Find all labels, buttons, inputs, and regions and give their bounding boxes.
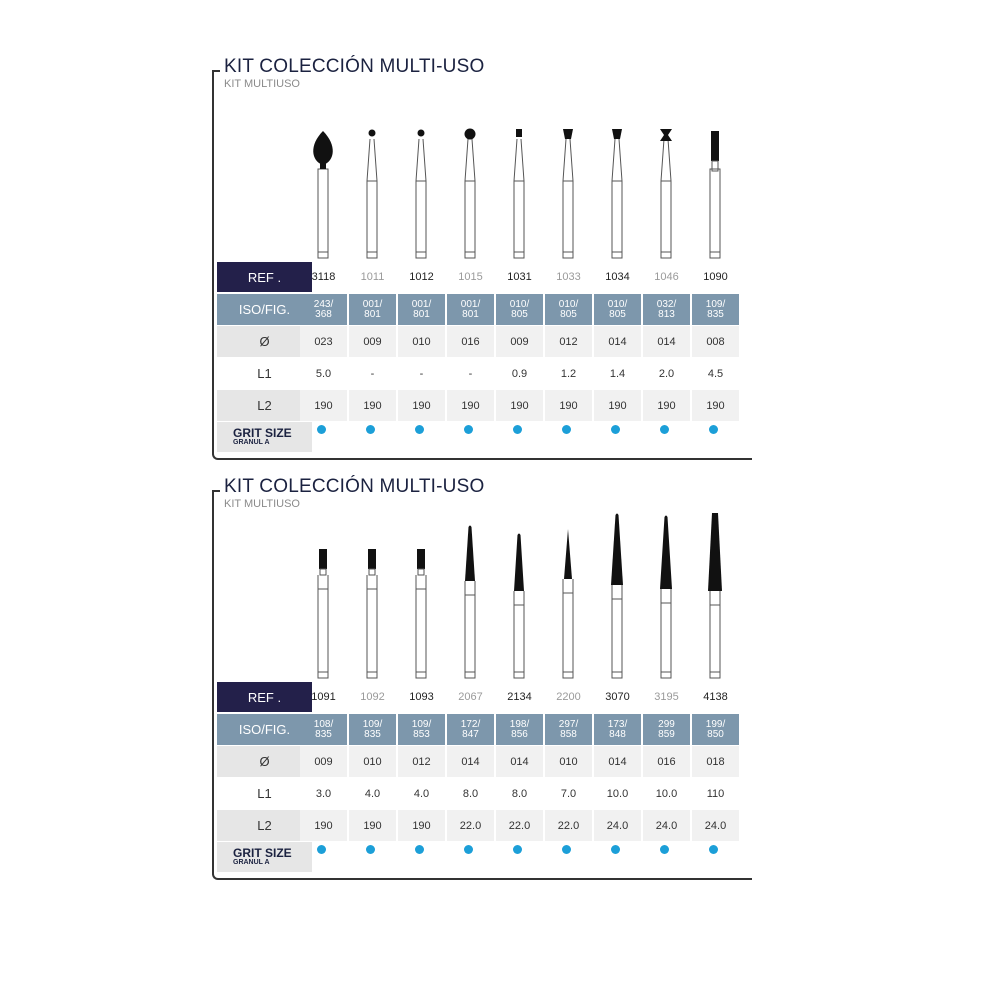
iso-cell xyxy=(545,714,592,745)
iso-bottom: 813 xyxy=(658,308,675,320)
taper-icon xyxy=(465,526,475,679)
diam-cell: 012 xyxy=(398,746,445,777)
ref-cell: 1093 xyxy=(409,691,434,703)
diam-cell: 009 xyxy=(349,326,396,357)
iso-bottom: 805 xyxy=(560,308,577,320)
inverted-cone-icon xyxy=(612,129,622,258)
l1-cell: 0.9 xyxy=(511,367,528,380)
iso-cell xyxy=(447,714,494,745)
diam-label: Ø xyxy=(217,746,312,777)
iso-bottom: 835 xyxy=(364,728,381,740)
grit-dot-cell xyxy=(496,422,543,452)
iso-bottom: 853 xyxy=(413,728,430,740)
iso-top: 010/ xyxy=(509,298,530,310)
inverted-cone-icon xyxy=(563,129,573,258)
ref-cell: 1012 xyxy=(409,271,434,283)
grit-dot-cell xyxy=(300,842,347,872)
grit-dot-cell xyxy=(300,422,347,452)
grit-dot-cell xyxy=(643,422,690,452)
iso-bottom: 835 xyxy=(315,728,332,740)
l2-cell: 24.0 xyxy=(594,810,641,841)
row-ref xyxy=(217,682,752,712)
grit-dot xyxy=(464,845,473,854)
grit-dot-cell xyxy=(692,422,739,452)
grit-dot xyxy=(660,845,669,854)
row-diam xyxy=(217,746,752,777)
iso-top: 001/ xyxy=(460,298,481,310)
ref-cell: 3070 xyxy=(605,691,630,703)
diam-cell: 010 xyxy=(398,326,445,357)
grit-dot-cell xyxy=(594,842,641,872)
iso-top: 199/ xyxy=(705,718,726,730)
panel-subtitle: KIT MULTIUSO xyxy=(224,78,300,90)
row-grit xyxy=(217,422,752,452)
iso-top: 001/ xyxy=(362,298,383,310)
l2-cell: 24.0 xyxy=(692,810,739,841)
grit-dot-cell xyxy=(447,422,494,452)
l2-label: L2 xyxy=(217,810,312,841)
iso-bottom: 859 xyxy=(658,728,675,740)
needle-icon xyxy=(563,529,573,678)
ref-cell: 1011 xyxy=(360,271,385,283)
panel-title: KIT COLECCIÓN MULTI-USO xyxy=(224,56,485,77)
iso-bottom: 801 xyxy=(462,308,479,320)
diam-label: Ø xyxy=(217,326,312,357)
grit-dot-cell xyxy=(447,842,494,872)
l2-cell: 22.0 xyxy=(496,810,543,841)
small-cylinder-icon xyxy=(514,129,524,258)
ref-label: REF . xyxy=(217,262,312,292)
round-ball-icon xyxy=(465,129,476,259)
l1-cell: 10.0 xyxy=(655,787,678,800)
iso-bottom: 805 xyxy=(609,308,626,320)
diam-cell: 010 xyxy=(349,746,396,777)
row-iso xyxy=(217,714,752,745)
ref-cell: 2134 xyxy=(507,691,532,703)
long-cylinder-icon xyxy=(710,131,720,258)
l2-cell: 190 xyxy=(643,390,690,421)
l1-cell: 1.4 xyxy=(609,367,626,380)
iso-top: 032/ xyxy=(656,298,677,310)
granula-label: GRANUL A xyxy=(233,859,270,866)
long-taper-round-icon xyxy=(660,516,672,679)
ref-cell: 4138 xyxy=(703,691,728,703)
row-l1 xyxy=(217,358,752,389)
l1-cell: 10.0 xyxy=(606,787,629,800)
l2-cell: 24.0 xyxy=(643,810,690,841)
row-ref xyxy=(217,262,752,292)
grit-dot-cell xyxy=(398,842,445,872)
l2-cell: 190 xyxy=(300,810,347,841)
ref-cell: 1091 xyxy=(311,691,336,703)
iso-top: 297/ xyxy=(558,718,579,730)
iso-top: 173/ xyxy=(607,718,628,730)
ref-cell: 2200 xyxy=(556,691,581,703)
ref-label: REF . xyxy=(217,682,312,712)
iso-cell xyxy=(300,294,347,325)
iso-bottom: 848 xyxy=(609,728,626,740)
diam-cell: 009 xyxy=(300,746,347,777)
l2-cell: 190 xyxy=(349,390,396,421)
diam-cell: 014 xyxy=(594,326,641,357)
iso-bottom: 368 xyxy=(315,308,332,320)
l1-cell: 4.5 xyxy=(707,367,724,380)
row-l2 xyxy=(217,390,752,421)
grit-label xyxy=(217,842,312,872)
bur-illustrations xyxy=(212,490,752,690)
l2-cell: 190 xyxy=(545,390,592,421)
iso-top: 010/ xyxy=(607,298,628,310)
iso-cell xyxy=(643,294,690,325)
iso-bottom: 847 xyxy=(462,728,479,740)
iso-top: 172/ xyxy=(460,718,481,730)
iso-label: ISO/FIG. xyxy=(217,294,312,325)
l1-cell: 110 xyxy=(706,787,725,800)
diam-cell: 010 xyxy=(545,746,592,777)
ref-cell: 1031 xyxy=(507,271,532,283)
diam-cell: 018 xyxy=(692,746,739,777)
iso-top: 001/ xyxy=(411,298,432,310)
ref-cell: 1092 xyxy=(360,691,385,703)
row-l2 xyxy=(217,810,752,841)
cylinder-icon xyxy=(318,549,328,678)
iso-cell xyxy=(643,714,690,745)
diam-cell: 014 xyxy=(447,746,494,777)
grit-size-label: GRIT SIZE xyxy=(233,426,292,440)
l2-cell: 22.0 xyxy=(447,810,494,841)
grit-dot xyxy=(611,845,620,854)
row-iso xyxy=(217,294,752,325)
iso-cell xyxy=(349,294,396,325)
grit-dot-cell xyxy=(594,422,641,452)
grit-dot xyxy=(513,425,522,434)
l2-cell: 190 xyxy=(594,390,641,421)
grit-dot-cell xyxy=(496,842,543,872)
l1-cell: - xyxy=(419,367,424,380)
row-grit xyxy=(217,842,752,872)
l1-cell: 7.0 xyxy=(560,787,577,800)
grit-dot xyxy=(317,425,326,434)
grit-dot-cell xyxy=(349,842,396,872)
cylinder-icon xyxy=(367,549,377,678)
grit-dot-cell xyxy=(692,842,739,872)
grit-dot xyxy=(562,845,571,854)
diam-cell: 023 xyxy=(300,326,347,357)
l1-cell: 1.2 xyxy=(560,367,577,380)
grit-label xyxy=(217,422,312,452)
panel-subtitle: KIT MULTIUSO xyxy=(224,498,300,510)
flame-icon xyxy=(313,131,333,258)
iso-top: 243/ xyxy=(313,298,334,310)
iso-bottom: 850 xyxy=(707,728,724,740)
grit-dot xyxy=(415,845,424,854)
grit-dot xyxy=(709,425,718,434)
ref-cell: 1015 xyxy=(458,271,483,283)
iso-cell xyxy=(496,714,543,745)
grit-dot xyxy=(415,425,424,434)
diam-cell: 016 xyxy=(447,326,494,357)
diam-cell: 014 xyxy=(594,746,641,777)
ref-cell: 1046 xyxy=(654,271,679,283)
diam-cell: 016 xyxy=(643,746,690,777)
iso-top: 010/ xyxy=(558,298,579,310)
diam-cell: 014 xyxy=(643,326,690,357)
iso-cell xyxy=(300,714,347,745)
row-l1 xyxy=(217,778,752,809)
iso-top: 109/ xyxy=(362,718,383,730)
grit-dot xyxy=(709,845,718,854)
grit-dot xyxy=(611,425,620,434)
grit-dot xyxy=(660,425,669,434)
l2-cell: 190 xyxy=(398,810,445,841)
diam-cell: 014 xyxy=(496,746,543,777)
l1-cell: - xyxy=(370,367,375,380)
iso-top: 299 xyxy=(658,718,675,730)
iso-cell xyxy=(692,714,739,745)
l1-cell: 8.0 xyxy=(511,787,528,800)
diam-cell: 012 xyxy=(545,326,592,357)
l2-cell: 190 xyxy=(349,810,396,841)
l1-cell: 4.0 xyxy=(364,787,381,800)
ref-cell: 3195 xyxy=(654,691,679,703)
iso-bottom: 858 xyxy=(560,728,577,740)
grit-dot-cell xyxy=(545,842,592,872)
l2-label: L2 xyxy=(217,390,312,421)
panel-title: KIT COLECCIÓN MULTI-USO xyxy=(224,476,485,497)
l1-label: L1 xyxy=(217,358,312,389)
grit-dot-cell xyxy=(398,422,445,452)
diam-cell: 009 xyxy=(496,326,543,357)
grit-dot-cell xyxy=(643,842,690,872)
iso-cell xyxy=(594,294,641,325)
iso-bottom: 801 xyxy=(364,308,381,320)
ref-cell: 1034 xyxy=(605,271,630,283)
grit-dot xyxy=(562,425,571,434)
granula-label: GRANUL A xyxy=(233,439,270,446)
l2-cell: 190 xyxy=(300,390,347,421)
bur-illustrations xyxy=(212,70,752,270)
grit-dot-cell xyxy=(349,422,396,452)
long-taper-flat-icon xyxy=(708,513,722,678)
l1-cell: 4.0 xyxy=(413,787,430,800)
long-taper-icon xyxy=(611,514,623,679)
l2-cell: 190 xyxy=(496,390,543,421)
iso-cell xyxy=(349,714,396,745)
ref-cell: 1090 xyxy=(703,271,728,283)
l1-cell: 3.0 xyxy=(315,787,332,800)
grit-dot xyxy=(317,845,326,854)
iso-top: 108/ xyxy=(313,718,334,730)
grit-dot xyxy=(366,845,375,854)
iso-cell xyxy=(398,714,445,745)
l2-cell: 190 xyxy=(692,390,739,421)
l1-cell: - xyxy=(468,367,473,380)
iso-bottom: 835 xyxy=(707,308,724,320)
hourglass-icon xyxy=(660,129,672,258)
iso-bottom: 805 xyxy=(511,308,528,320)
iso-cell xyxy=(398,294,445,325)
l1-cell: 2.0 xyxy=(658,367,675,380)
grit-dot xyxy=(513,845,522,854)
diam-cell: 008 xyxy=(692,326,739,357)
grit-dot xyxy=(366,425,375,434)
grit-size-label: GRIT SIZE xyxy=(233,846,292,860)
iso-cell xyxy=(594,714,641,745)
taper-round-icon xyxy=(514,534,524,679)
ref-cell: 1033 xyxy=(556,271,581,283)
l2-cell: 190 xyxy=(447,390,494,421)
iso-top: 109/ xyxy=(705,298,726,310)
iso-top: 109/ xyxy=(411,718,432,730)
iso-bottom: 801 xyxy=(413,308,430,320)
grit-dot-cell xyxy=(545,422,592,452)
iso-cell xyxy=(447,294,494,325)
ref-cell: 3118 xyxy=(311,271,336,283)
iso-label: ISO/FIG. xyxy=(217,714,312,745)
iso-bottom: 856 xyxy=(511,728,528,740)
cylinder-icon xyxy=(416,549,426,678)
iso-cell xyxy=(496,294,543,325)
iso-cell xyxy=(545,294,592,325)
l2-cell: 190 xyxy=(398,390,445,421)
l1-label: L1 xyxy=(217,778,312,809)
grit-dot xyxy=(464,425,473,434)
small-ball-icon xyxy=(416,130,426,259)
l1-cell: 8.0 xyxy=(462,787,479,800)
ref-cell: 2067 xyxy=(458,691,483,703)
iso-cell xyxy=(692,294,739,325)
iso-top: 198/ xyxy=(509,718,530,730)
l2-cell: 22.0 xyxy=(545,810,592,841)
small-ball-icon xyxy=(367,130,377,259)
row-diam xyxy=(217,326,752,357)
l1-cell: 5.0 xyxy=(315,367,332,380)
